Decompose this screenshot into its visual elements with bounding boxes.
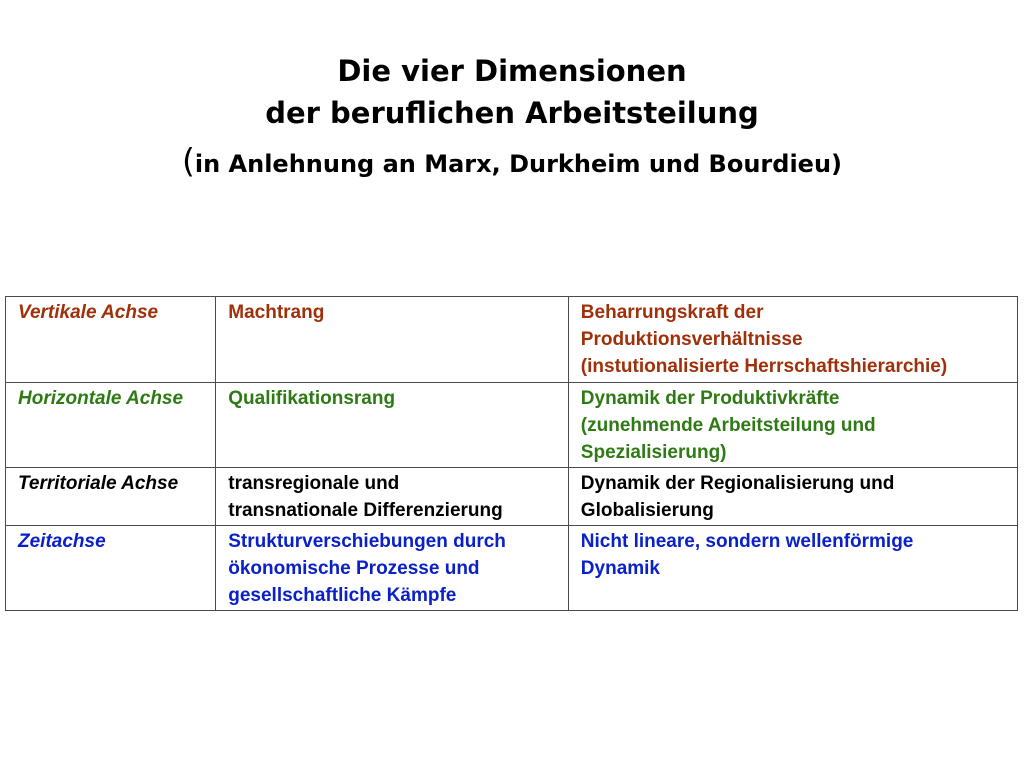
- slide-title: [0, 50, 1024, 185]
- table-row: [6, 297, 1018, 383]
- rank-cell-territorial: [216, 468, 569, 526]
- dynamic-text: Globalisierung: [580, 500, 714, 521]
- rank-cell-horizontal: [216, 383, 569, 468]
- rank-text: Strukturverschiebungen durch: [228, 531, 506, 552]
- table-row: [6, 468, 1018, 526]
- subtitle-open-paren: (: [182, 141, 195, 180]
- axis-cell-horizontal: [6, 383, 216, 468]
- dimensions-table: [5, 296, 1018, 611]
- dynamic-text: Produktionsverhältnisse: [580, 329, 803, 350]
- table-row: [6, 383, 1018, 468]
- subtitle-text: in Anlehnung an Marx, Durkheim und Bourdieu): [194, 150, 842, 178]
- dynamic-text: (zunehmende Arbeitsteilung und: [580, 415, 876, 436]
- rank-cell-time: [216, 526, 569, 611]
- dynamic-cell-vertical: [568, 297, 1017, 383]
- dynamic-text: Nicht lineare, sondern wellenförmige: [580, 531, 914, 552]
- table-row: [6, 526, 1018, 611]
- dynamic-text: Dynamik der Produktivkräfte: [580, 388, 840, 409]
- dynamic-text: (instutionalisierte Herrschaftshierarchie): [580, 356, 948, 377]
- dynamic-text: Dynamik der Regionalisierung und: [580, 473, 895, 494]
- dynamic-text: Spezialisierung): [580, 442, 727, 463]
- title-subtitle: [0, 140, 1024, 185]
- axis-cell-time: [6, 526, 216, 611]
- rank-text: Qualifikationsrang: [228, 388, 396, 409]
- title-line-1: Die vier Dimensionen: [337, 54, 687, 88]
- axis-label: Zeitachse: [18, 531, 106, 552]
- dynamic-cell-horizontal: [568, 383, 1017, 468]
- axis-label: Territoriale Achse: [18, 473, 179, 494]
- axis-cell-territorial: [6, 468, 216, 526]
- rank-cell-vertical: [216, 297, 569, 383]
- axis-cell-vertical: [6, 297, 216, 383]
- dynamic-cell-territorial: [568, 468, 1017, 526]
- dynamic-text: Dynamik: [580, 558, 660, 579]
- dynamic-text: Beharrungskraft der: [580, 302, 764, 323]
- axis-label: Horizontale Achse: [18, 388, 184, 409]
- rank-text: gesellschaftliche Kämpfe: [228, 585, 457, 606]
- rank-text: transnationale Differenzierung: [228, 500, 503, 521]
- title-line-2: der beruflichen Arbeitsteilung: [265, 96, 759, 130]
- axis-label: Vertikale Achse: [18, 302, 159, 323]
- rank-text: ökonomische Prozesse und: [228, 558, 480, 579]
- rank-text: Machtrang: [228, 302, 325, 323]
- dynamic-cell-time: [568, 526, 1017, 611]
- rank-text: transregionale und: [228, 473, 400, 494]
